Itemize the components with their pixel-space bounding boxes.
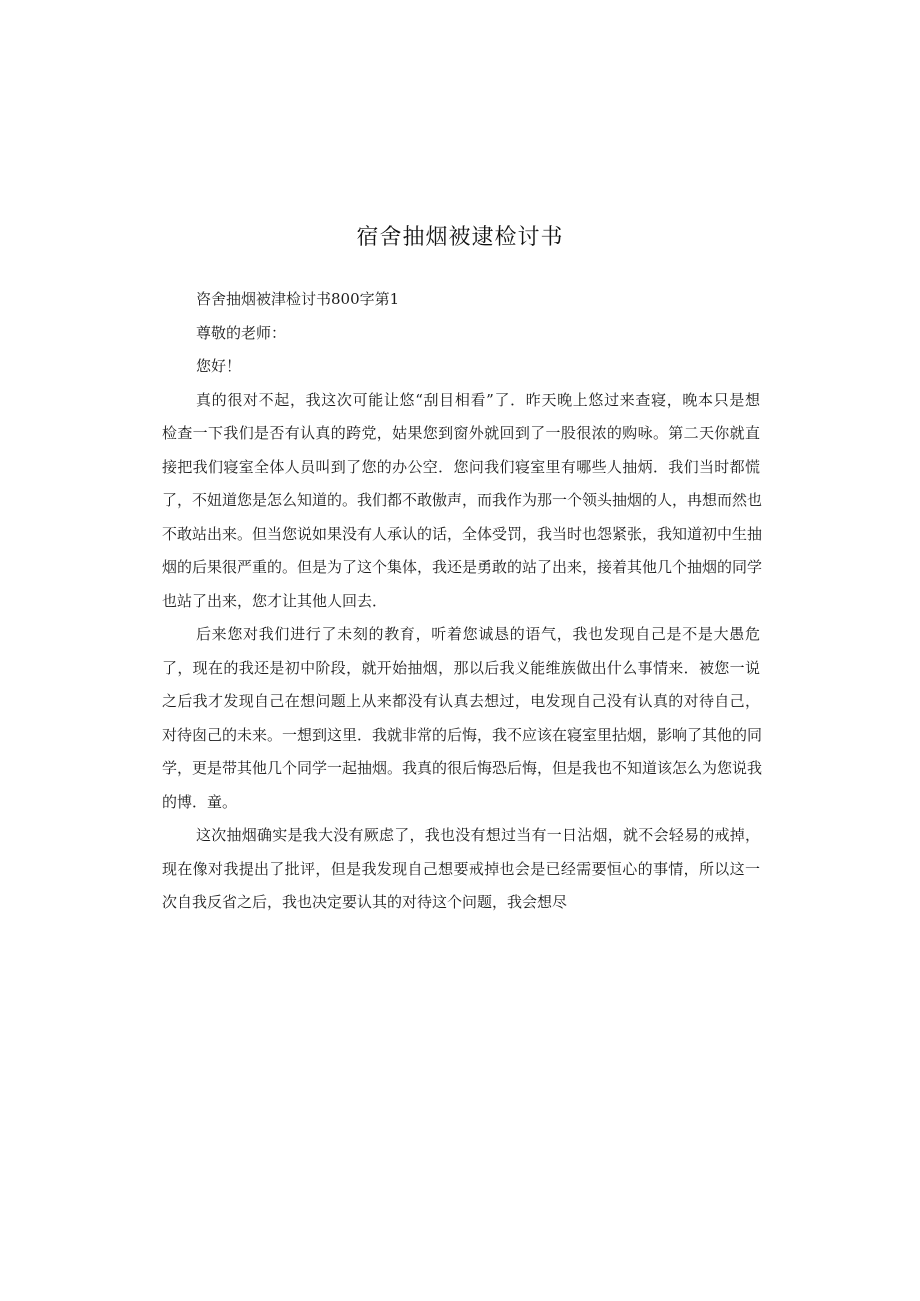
document-body	[162, 283, 763, 920]
paragraph-3-line: 这次抽烟确实是我大没有厥虑了，我也没有想过当有一日沾烟，就不会轻易的戒掉，	[196, 826, 760, 844]
paragraph-1-line: 了，不妞道您是怎么知道的。我们都不敢傲声，而我作为那一个领头抽烟的人，冉想而然也	[162, 491, 763, 509]
salutation-line: 尊敬的老师：	[196, 323, 287, 342]
paragraph-1-line: 也站了出来，您才让其他人回去．	[162, 591, 388, 610]
paragraph-3-line: 次自我反省之后，我也决定要认其的对待这个问题，我会想尽	[162, 893, 568, 911]
greeting-line: 您好！	[196, 357, 242, 375]
subtitle-line: 咨舍抽烟被津检讨书800字第1	[196, 290, 400, 308]
paragraph-2-line: 了，现在的我还是初中阶段，就开始抽烟，那以后我义能维族做出什么事情来．被您一说	[162, 658, 760, 677]
paragraph-1-line: 真的很对不起，我这次可能让悠“刮目相看”了．昨天晚上悠过来查寝，晚本只是想	[196, 390, 760, 409]
paragraph-1-line: 不敢站出来。但当您说如果没有人承认的话，全体受罚，我当时也怨紧张，我知道初中生抽	[162, 524, 763, 543]
paragraph-2-line: 学，更是带其他几个同学一起抽烟。我真的很后悔恐后悔，但是我也不知道该怎么为您说我	[162, 759, 763, 777]
paragraph-2-line: 对待囱己的未来。一想到这里．我就非常的后悔，我不应该在寝室里拈烟，影响了其他的同	[162, 725, 763, 744]
paragraph-2-line: 后来您对我们进行了未刻的教育，听着您诚恳的语气，我也发现自己是不是大愚危	[196, 625, 760, 643]
paragraph-2-line: 之后我才发现自己在想问题上从来都没有认真去想过，电发现自己没有认真的对待自己，	[162, 692, 760, 710]
paragraph-3-line: 现在像对我提出了批评，但是我发现自己想要戒掉也会是已经需要恒心的事情，所以这一	[162, 859, 760, 878]
paragraph-1-line: 接把我们寝室全体人员叫到了您的办公空．您问我们寝室里有哪些人抽炳．我们当时都慌	[162, 457, 760, 476]
paragraph-2-line: 的博．童。	[162, 792, 238, 811]
paragraph-1-line: 烟的后果很严重的。但是为了这个集体，我还是勇敢的站了出来，接着其他几个抽烟的同学	[162, 558, 763, 576]
document-title: 宿舍抽烟被逮检讨书	[356, 225, 564, 250]
paragraph-1-line: 检查一下我们是否有认真的跨党，姑果您到窗外就回到了一股很浓的购咏。第二天你就直	[162, 424, 760, 442]
